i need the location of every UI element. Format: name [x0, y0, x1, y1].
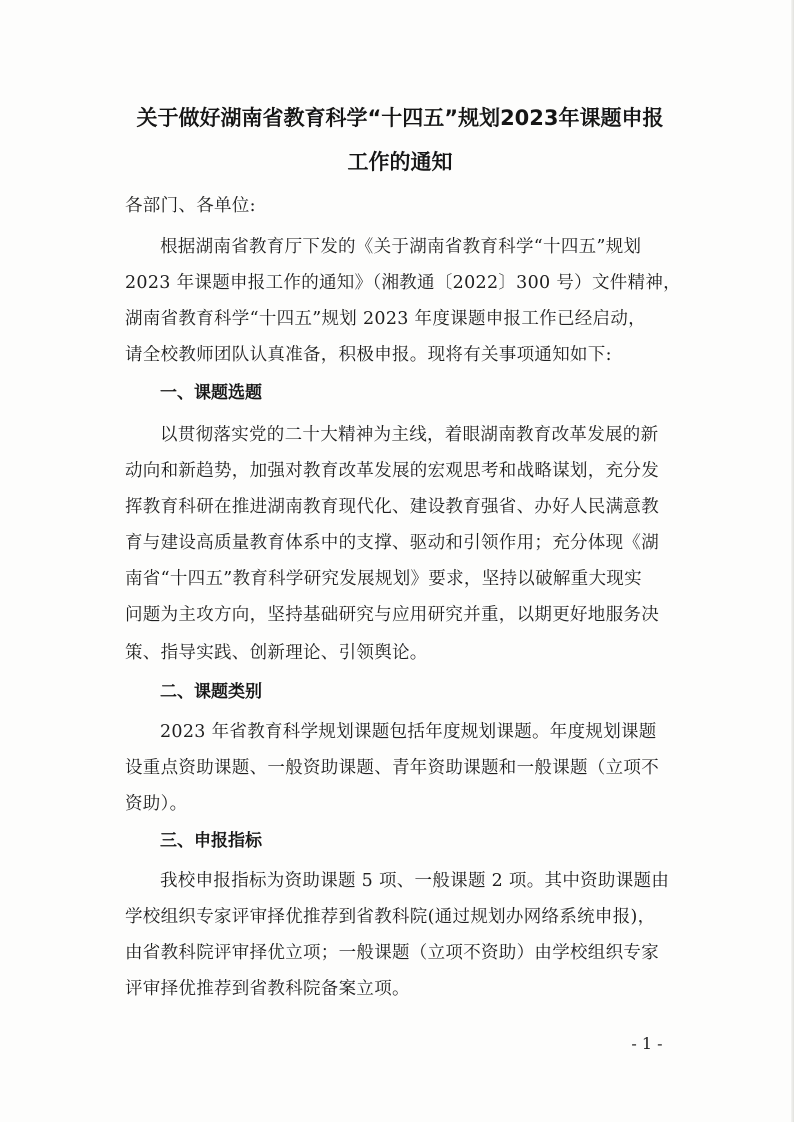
section-heading-topic-categories: 二、课题类别 — [160, 682, 262, 702]
document-title-line-1: 关于做好湖南省教育科学“十四五”规划2023年课题申报 — [136, 106, 664, 130]
section-1-line: 问题为主攻方向，坚持基础研究与应用研究并重，以期更好地服务决 — [125, 605, 659, 625]
section-heading-topic-selection: 一、课题选题 — [160, 383, 262, 403]
document-title-line-2: 工作的通知 — [347, 150, 453, 174]
section-1-line: 挥教育科研在推进湖南教育现代化、建设教育强省、办好人民满意教 — [125, 497, 659, 517]
section-1-line: 育与建设高质量教育体系中的支撑、驱动和引领作用；充分体现《湖 — [125, 533, 659, 553]
intro-line: 2023 年课题申报工作的通知》（湘教通〔2022〕300 号）文件精神， — [125, 273, 681, 293]
section-3-line: 由省教科院评审择优立项；一般课题（立项不资助）由学校组织专家 — [125, 943, 659, 963]
section-1-line: 以贯彻落实党的二十大精神为主线，着眼湖南教育改革发展的新 — [160, 425, 659, 445]
salutation: 各部门、各单位: — [125, 196, 256, 216]
page-number: - 1 - — [631, 1034, 663, 1053]
section-2-line: 资助）。 — [125, 794, 188, 814]
section-2-line: 2023 年省教育科学规划课题包括年度规划课题。年度规划课题 — [160, 722, 657, 742]
section-3-line: 评审择优推荐到省教科院备案立项。 — [125, 979, 410, 999]
section-1-line: 动向和新趋势，加强对教育改革发展的宏观思考和战略谋划，充分发 — [125, 461, 659, 481]
intro-line: 湖南省教育科学“十四五”规划 2023 年度课题申报工作已经启动， — [125, 309, 646, 329]
section-heading-application-quota: 三、申报指标 — [160, 831, 262, 851]
section-1-line: 策、指导实践、创新理论、引领舆论。 — [125, 643, 428, 663]
intro-line: 请全校教师团队认真准备，积极申报。现将有关事项通知如下: — [125, 345, 612, 365]
section-2-line: 设重点资助课题、一般资助课题、青年资助课题和一般课题（立项不 — [125, 758, 659, 778]
section-3-line: 学校组织专家评审择优推荐到省教科院(通过规划办网络系统申报)， — [125, 907, 656, 927]
section-1-line: 南省“十四五”教育科学研究发展规划》要求，坚持以破解重大现实 — [125, 569, 642, 589]
intro-line: 根据湖南省教育厅下发的《关于湖南省教育科学“十四五”规划 — [160, 237, 642, 257]
section-3-line: 我校申报指标为资助课题 5 项、一般课题 2 项。其中资助课题由 — [160, 871, 670, 891]
